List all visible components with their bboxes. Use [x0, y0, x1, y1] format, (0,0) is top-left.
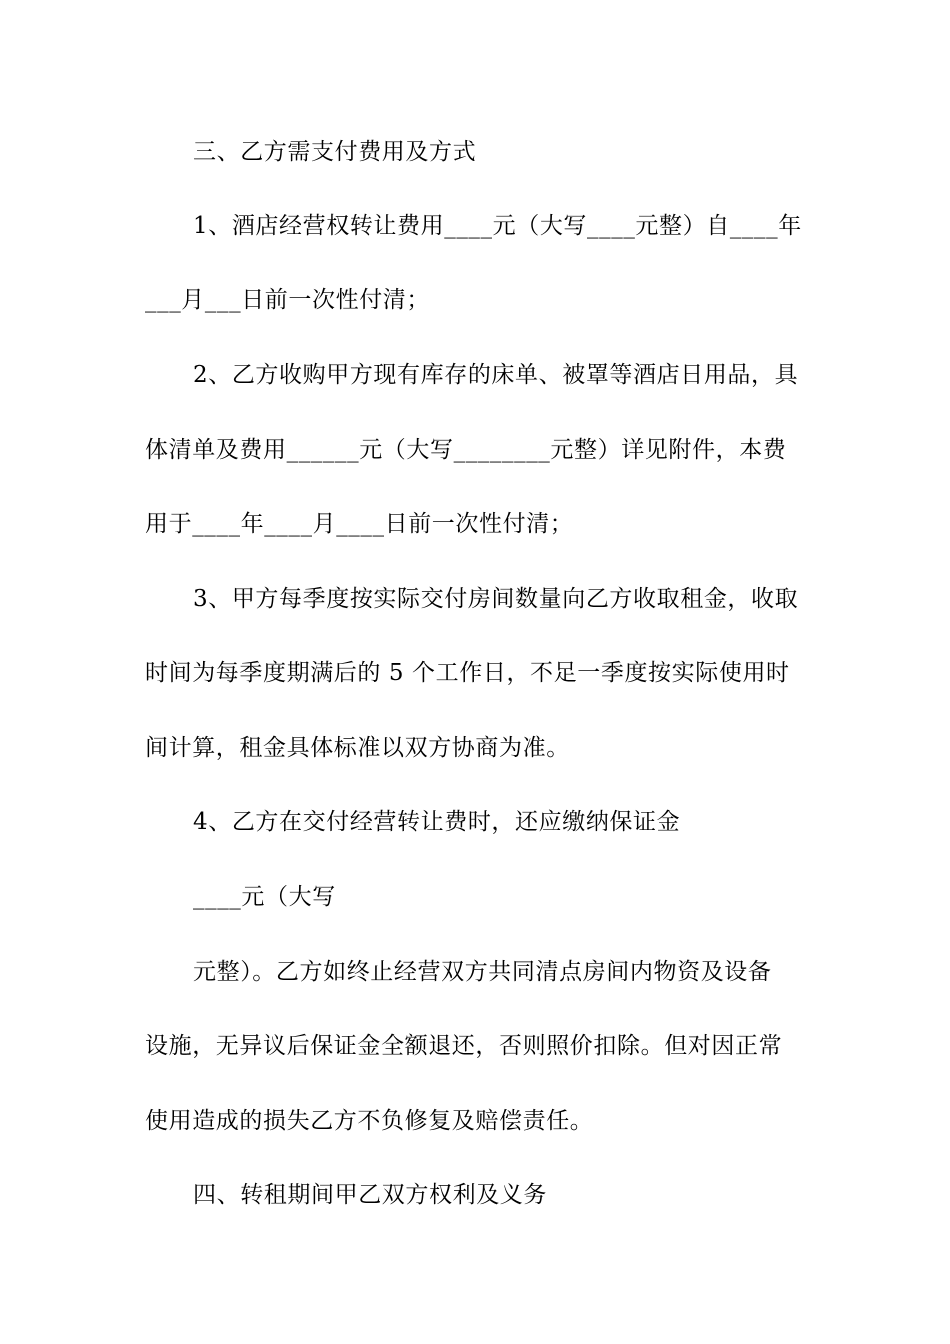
paragraph-line: ____元（大写: [193, 884, 336, 910]
paragraph-line: 间计算，租金具体标准以双方协商为准。: [145, 735, 570, 761]
section-heading-3: 三、乙方需支付费用及方式: [193, 139, 477, 165]
paragraph-line: 使用造成的损失乙方不负修复及赔偿责任。: [145, 1108, 594, 1134]
paragraph-line: 4、乙方在交付经营转让费时，还应缴纳保证金: [193, 809, 681, 835]
paragraph-line: 元整）。乙方如终止经营双方共同清点房间内物资及设备: [193, 959, 772, 985]
paragraph-line: 体清单及费用______元（大写________元整）详见附件，本费: [145, 437, 787, 463]
paragraph-line: ___月___日前一次性付清；: [145, 287, 430, 313]
paragraph-line: 时间为每季度期满后的 5 个工作日，不足一季度按实际使用时: [145, 660, 790, 686]
paragraph-line: 2、乙方收购甲方现有库存的床单、被罩等酒店日用品，具: [193, 362, 799, 388]
paragraph-line: 1、酒店经营权转让费用____元（大写____元整）自____年: [193, 213, 802, 239]
paragraph-line: 设施，无异议后保证金全额退还，否则照价扣除。但对因正常: [145, 1033, 783, 1059]
paragraph-line: 用于____年____月____日前一次性付清；: [145, 511, 574, 537]
paragraph-line: 3、甲方每季度按实际交付房间数量向乙方收取租金，收取: [193, 586, 799, 612]
section-heading-4: 四、转租期间甲乙双方权利及义务: [193, 1182, 547, 1208]
